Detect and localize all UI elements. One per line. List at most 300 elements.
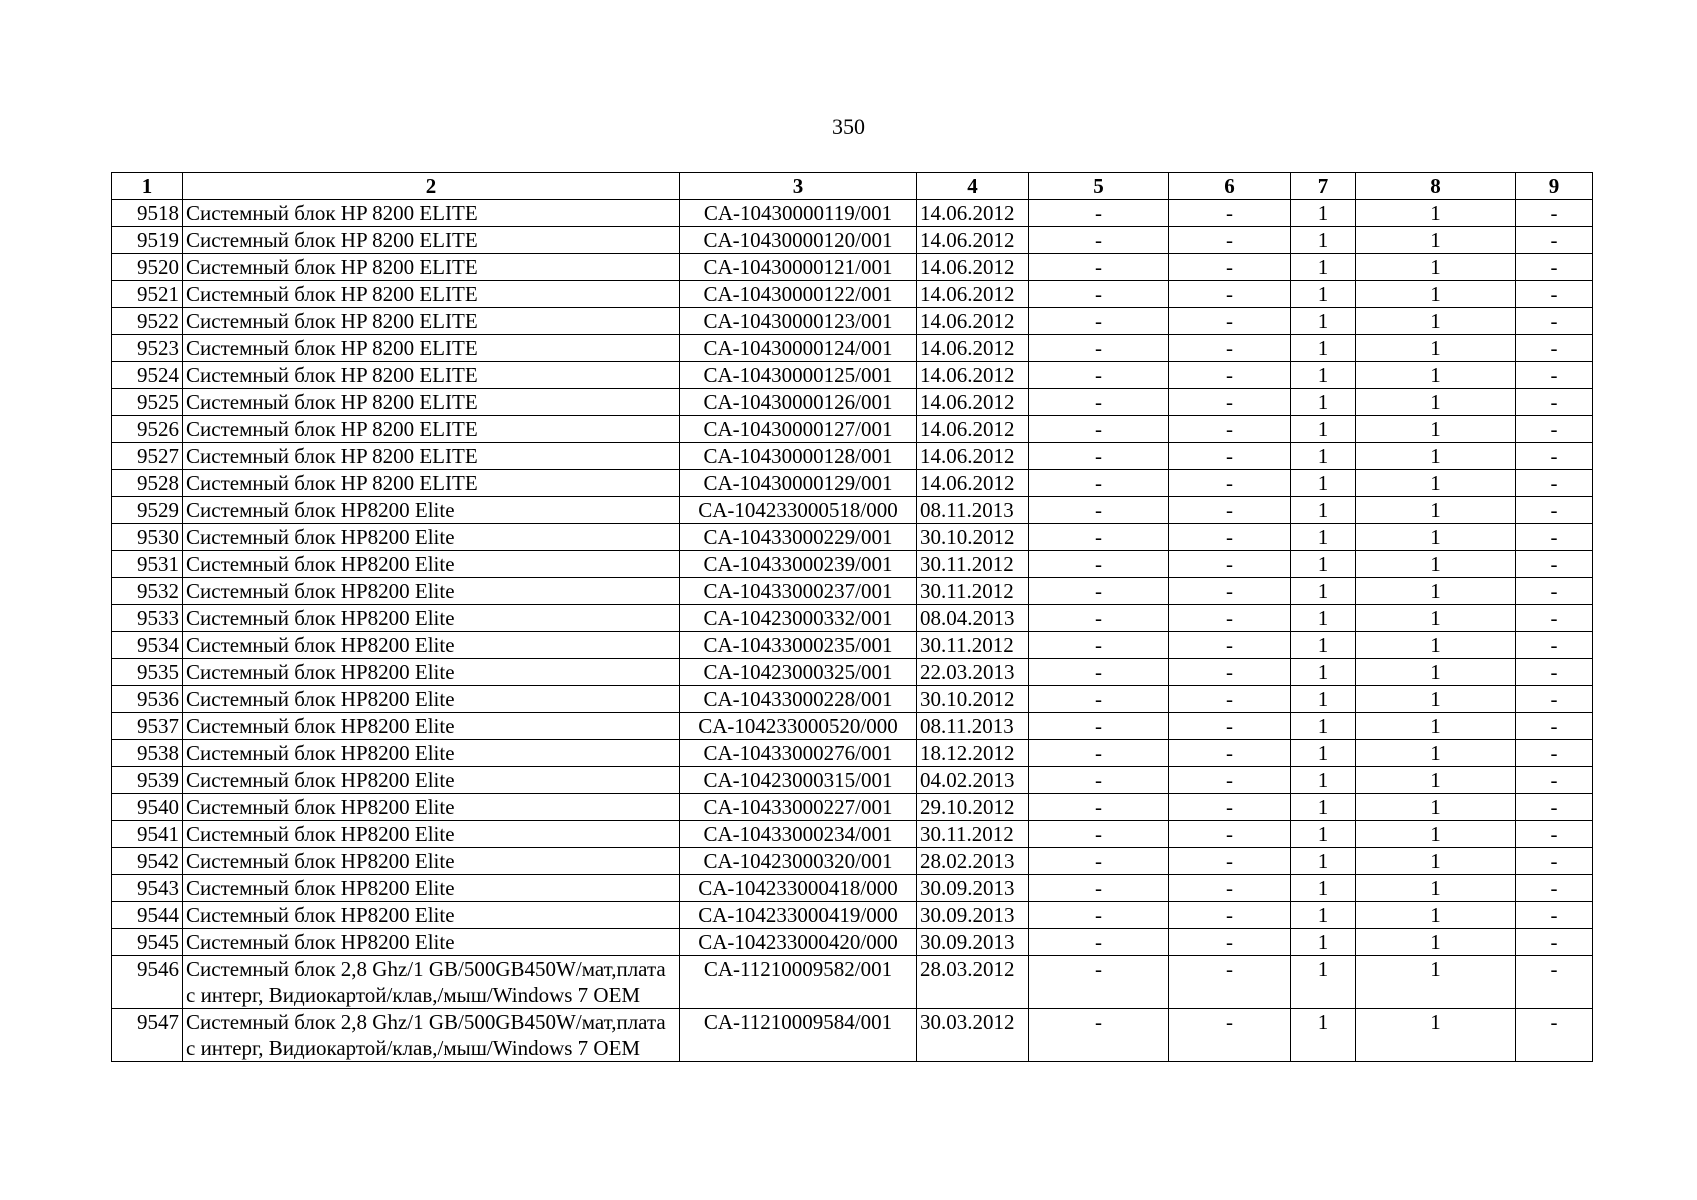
col-6-value: - (1169, 254, 1291, 281)
col-7-value: 1 (1291, 605, 1356, 632)
row-number: 9528 (112, 470, 183, 497)
date: 14.06.2012 (917, 335, 1029, 362)
item-name: Системный блок HP8200 Elite (183, 497, 680, 524)
col-8-value: 1 (1356, 659, 1516, 686)
col-7-value: 1 (1291, 200, 1356, 227)
col-9-value: - (1516, 740, 1593, 767)
col-8-value: 1 (1356, 767, 1516, 794)
col-7-value: 1 (1291, 740, 1356, 767)
col-5-value: - (1029, 524, 1169, 551)
column-header: 2 (183, 173, 680, 200)
inventory-code: CA-10433000229/001 (680, 524, 917, 551)
item-name: Системный блок HP 8200 ELITE (183, 254, 680, 281)
col-5-value: - (1029, 929, 1169, 956)
table-row (112, 200, 1593, 227)
item-name: Системный блок HP 8200 ELITE (183, 362, 680, 389)
col-9-value: - (1516, 281, 1593, 308)
date: 14.06.2012 (917, 227, 1029, 254)
col-8-value: 1 (1356, 713, 1516, 740)
table-row (112, 632, 1593, 659)
column-header: 6 (1169, 173, 1291, 200)
date: 30.11.2012 (917, 821, 1029, 848)
inventory-code: CA-10433000228/001 (680, 686, 917, 713)
col-7-value: 1 (1291, 254, 1356, 281)
item-name: Системный блок HP8200 Elite (183, 902, 680, 929)
col-8-value: 1 (1356, 200, 1516, 227)
col-8-value: 1 (1356, 821, 1516, 848)
col-8-value: 1 (1356, 443, 1516, 470)
col-5-value: - (1029, 578, 1169, 605)
col-6-value: - (1169, 524, 1291, 551)
col-8-value: 1 (1356, 578, 1516, 605)
row-number: 9543 (112, 875, 183, 902)
col-7-value: 1 (1291, 497, 1356, 524)
row-number: 9534 (112, 632, 183, 659)
col-7-value: 1 (1291, 848, 1356, 875)
row-number: 9538 (112, 740, 183, 767)
col-6-value: - (1169, 767, 1291, 794)
table-row (112, 929, 1593, 956)
col-5-value: - (1029, 767, 1169, 794)
col-9-value: - (1516, 956, 1593, 1009)
col-7-value: 1 (1291, 713, 1356, 740)
item-name: Системный блок HP 8200 ELITE (183, 227, 680, 254)
table-row (112, 956, 1593, 1009)
col-7-value: 1 (1291, 767, 1356, 794)
inventory-code: CA-104233000420/000 (680, 929, 917, 956)
inventory-code: CA-10423000315/001 (680, 767, 917, 794)
row-number: 9544 (112, 902, 183, 929)
col-7-value: 1 (1291, 794, 1356, 821)
col-8-value: 1 (1356, 227, 1516, 254)
col-7-value: 1 (1291, 551, 1356, 578)
inventory-code: CA-10430000124/001 (680, 335, 917, 362)
item-name: Системный блок HP8200 Elite (183, 794, 680, 821)
col-7-value: 1 (1291, 686, 1356, 713)
col-8-value: 1 (1356, 1009, 1516, 1062)
row-number: 9525 (112, 389, 183, 416)
row-number: 9529 (112, 497, 183, 524)
col-6-value: - (1169, 362, 1291, 389)
item-name: Системный блок HP8200 Elite (183, 821, 680, 848)
col-8-value: 1 (1356, 848, 1516, 875)
date: 28.02.2013 (917, 848, 1029, 875)
col-9-value: - (1516, 767, 1593, 794)
col-6-value: - (1169, 902, 1291, 929)
col-8-value: 1 (1356, 605, 1516, 632)
col-7-value: 1 (1291, 227, 1356, 254)
col-7-value: 1 (1291, 578, 1356, 605)
col-6-value: - (1169, 335, 1291, 362)
row-number: 9520 (112, 254, 183, 281)
col-6-value: - (1169, 308, 1291, 335)
col-9-value: - (1516, 470, 1593, 497)
date: 08.04.2013 (917, 605, 1029, 632)
row-number: 9524 (112, 362, 183, 389)
row-number: 9535 (112, 659, 183, 686)
col-8-value: 1 (1356, 794, 1516, 821)
col-5-value: - (1029, 497, 1169, 524)
table-row (112, 497, 1593, 524)
row-number: 9531 (112, 551, 183, 578)
date: 14.06.2012 (917, 416, 1029, 443)
row-number: 9526 (112, 416, 183, 443)
item-name: Системный блок HP 8200 ELITE (183, 281, 680, 308)
col-7-value: 1 (1291, 632, 1356, 659)
item-name: Системный блок HP 8200 ELITE (183, 389, 680, 416)
col-6-value: - (1169, 686, 1291, 713)
col-9-value: - (1516, 200, 1593, 227)
date: 08.11.2013 (917, 497, 1029, 524)
date: 30.11.2012 (917, 578, 1029, 605)
date: 22.03.2013 (917, 659, 1029, 686)
col-9-value: - (1516, 497, 1593, 524)
col-6-value: - (1169, 794, 1291, 821)
row-number: 9546 (112, 956, 183, 1009)
col-5-value: - (1029, 227, 1169, 254)
col-9-value: - (1516, 551, 1593, 578)
col-5-value: - (1029, 200, 1169, 227)
table-row (112, 389, 1593, 416)
table-row (112, 902, 1593, 929)
inventory-code: CA-10430000122/001 (680, 281, 917, 308)
col-9-value: - (1516, 605, 1593, 632)
date: 14.06.2012 (917, 281, 1029, 308)
inventory-code: CA-10430000119/001 (680, 200, 917, 227)
col-6-value: - (1169, 713, 1291, 740)
col-8-value: 1 (1356, 740, 1516, 767)
col-7-value: 1 (1291, 659, 1356, 686)
row-number: 9540 (112, 794, 183, 821)
col-7-value: 1 (1291, 929, 1356, 956)
item-name: Системный блок HP8200 Elite (183, 875, 680, 902)
table-row (112, 1009, 1593, 1062)
item-name: Системный блок HP8200 Elite (183, 578, 680, 605)
item-name: Системный блок HP8200 Elite (183, 713, 680, 740)
item-name: Системный блок HP8200 Elite (183, 659, 680, 686)
item-name: Системный блок HP8200 Elite (183, 686, 680, 713)
row-number: 9541 (112, 821, 183, 848)
col-9-value: - (1516, 443, 1593, 470)
inventory-code: CA-10430000123/001 (680, 308, 917, 335)
col-8-value: 1 (1356, 956, 1516, 1009)
col-7-value: 1 (1291, 416, 1356, 443)
column-header: 4 (917, 173, 1029, 200)
inventory-code: CA-104233000520/000 (680, 713, 917, 740)
table-row (112, 335, 1593, 362)
col-7-value: 1 (1291, 902, 1356, 929)
col-7-value: 1 (1291, 308, 1356, 335)
col-9-value: - (1516, 875, 1593, 902)
item-name: Системный блок 2,8 Ghz/1 GB/500GB450W/мат,плата с интерг, Видиокартой/клав,/мыш/Windows 7 OEM (183, 1009, 680, 1062)
table-body (112, 200, 1593, 1062)
col-6-value: - (1169, 389, 1291, 416)
date: 14.06.2012 (917, 443, 1029, 470)
col-8-value: 1 (1356, 308, 1516, 335)
date: 14.06.2012 (917, 389, 1029, 416)
row-number: 9536 (112, 686, 183, 713)
item-name: Системный блок HP8200 Elite (183, 848, 680, 875)
col-9-value: - (1516, 578, 1593, 605)
table-row (112, 362, 1593, 389)
col-5-value: - (1029, 821, 1169, 848)
col-8-value: 1 (1356, 902, 1516, 929)
item-name: Системный блок HP8200 Elite (183, 605, 680, 632)
date: 30.03.2012 (917, 1009, 1029, 1062)
col-9-value: - (1516, 794, 1593, 821)
table-row (112, 767, 1593, 794)
col-6-value: - (1169, 416, 1291, 443)
date: 30.10.2012 (917, 524, 1029, 551)
table-row (112, 281, 1593, 308)
table-row (112, 227, 1593, 254)
inventory-code: CA-104233000419/000 (680, 902, 917, 929)
table-row (112, 578, 1593, 605)
col-6-value: - (1169, 740, 1291, 767)
col-8-value: 1 (1356, 929, 1516, 956)
col-5-value: - (1029, 443, 1169, 470)
date: 30.09.2013 (917, 902, 1029, 929)
inventory-code: CA-10430000129/001 (680, 470, 917, 497)
inventory-code: CA-10430000125/001 (680, 362, 917, 389)
col-6-value: - (1169, 470, 1291, 497)
inventory-code: CA-10433000235/001 (680, 632, 917, 659)
item-name: Системный блок HP8200 Elite (183, 767, 680, 794)
col-6-value: - (1169, 200, 1291, 227)
col-9-value: - (1516, 227, 1593, 254)
row-number: 9522 (112, 308, 183, 335)
col-6-value: - (1169, 875, 1291, 902)
col-7-value: 1 (1291, 389, 1356, 416)
row-number: 9533 (112, 605, 183, 632)
table-row (112, 659, 1593, 686)
item-name: Системный блок HP8200 Elite (183, 551, 680, 578)
item-name: Системный блок HP 8200 ELITE (183, 470, 680, 497)
page-number: 350 (832, 114, 865, 139)
col-5-value: - (1029, 713, 1169, 740)
col-5-value: - (1029, 848, 1169, 875)
row-number: 9545 (112, 929, 183, 956)
row-number: 9518 (112, 200, 183, 227)
column-header: 1 (112, 173, 183, 200)
col-7-value: 1 (1291, 281, 1356, 308)
date: 14.06.2012 (917, 254, 1029, 281)
table-row (112, 713, 1593, 740)
col-9-value: - (1516, 524, 1593, 551)
date: 29.10.2012 (917, 794, 1029, 821)
date: 30.11.2012 (917, 551, 1029, 578)
col-9-value: - (1516, 821, 1593, 848)
item-name: Системный блок HP8200 Elite (183, 524, 680, 551)
inventory-code: CA-10433000234/001 (680, 821, 917, 848)
col-6-value: - (1169, 578, 1291, 605)
col-8-value: 1 (1356, 281, 1516, 308)
col-8-value: 1 (1356, 335, 1516, 362)
col-9-value: - (1516, 713, 1593, 740)
row-number: 9539 (112, 767, 183, 794)
date: 14.06.2012 (917, 362, 1029, 389)
col-6-value: - (1169, 659, 1291, 686)
table-row (112, 686, 1593, 713)
inventory-table (111, 172, 1593, 1062)
col-7-value: 1 (1291, 524, 1356, 551)
item-name: Системный блок HP 8200 ELITE (183, 335, 680, 362)
inventory-code: CA-10430000121/001 (680, 254, 917, 281)
col-6-value: - (1169, 929, 1291, 956)
col-9-value: - (1516, 362, 1593, 389)
date: 14.06.2012 (917, 308, 1029, 335)
row-number: 9542 (112, 848, 183, 875)
inventory-code: CA-10433000276/001 (680, 740, 917, 767)
inventory-code: CA-11210009582/001 (680, 956, 917, 1009)
col-5-value: - (1029, 416, 1169, 443)
item-name: Системный блок HP 8200 ELITE (183, 308, 680, 335)
col-9-value: - (1516, 632, 1593, 659)
col-8-value: 1 (1356, 524, 1516, 551)
table-row (112, 308, 1593, 335)
col-9-value: - (1516, 1009, 1593, 1062)
item-name: Системный блок HP8200 Elite (183, 632, 680, 659)
item-name: Системный блок HP 8200 ELITE (183, 416, 680, 443)
item-name: Системный блок HP8200 Elite (183, 929, 680, 956)
date: 30.09.2013 (917, 875, 1029, 902)
col-8-value: 1 (1356, 686, 1516, 713)
col-8-value: 1 (1356, 551, 1516, 578)
col-5-value: - (1029, 308, 1169, 335)
table-row (112, 416, 1593, 443)
col-9-value: - (1516, 389, 1593, 416)
col-9-value: - (1516, 686, 1593, 713)
col-6-value: - (1169, 848, 1291, 875)
row-number: 9537 (112, 713, 183, 740)
row-number: 9532 (112, 578, 183, 605)
table-row (112, 443, 1593, 470)
col-5-value: - (1029, 686, 1169, 713)
inventory-code: CA-10423000320/001 (680, 848, 917, 875)
col-6-value: - (1169, 956, 1291, 1009)
col-9-value: - (1516, 902, 1593, 929)
col-8-value: 1 (1356, 632, 1516, 659)
col-9-value: - (1516, 659, 1593, 686)
col-7-value: 1 (1291, 821, 1356, 848)
row-number: 9519 (112, 227, 183, 254)
inventory-code: CA-10433000227/001 (680, 794, 917, 821)
col-5-value: - (1029, 902, 1169, 929)
row-number: 9523 (112, 335, 183, 362)
col-8-value: 1 (1356, 254, 1516, 281)
col-5-value: - (1029, 794, 1169, 821)
col-5-value: - (1029, 1009, 1169, 1062)
col-7-value: 1 (1291, 362, 1356, 389)
col-8-value: 1 (1356, 416, 1516, 443)
col-5-value: - (1029, 632, 1169, 659)
inventory-code: CA-10423000325/001 (680, 659, 917, 686)
col-6-value: - (1169, 605, 1291, 632)
col-5-value: - (1029, 470, 1169, 497)
col-8-value: 1 (1356, 470, 1516, 497)
col-6-value: - (1169, 1009, 1291, 1062)
col-9-value: - (1516, 308, 1593, 335)
col-5-value: - (1029, 254, 1169, 281)
col-8-value: 1 (1356, 497, 1516, 524)
column-header: 3 (680, 173, 917, 200)
table-row (112, 740, 1593, 767)
col-9-value: - (1516, 416, 1593, 443)
inventory-code: CA-10430000120/001 (680, 227, 917, 254)
column-header: 5 (1029, 173, 1169, 200)
date: 30.09.2013 (917, 929, 1029, 956)
col-5-value: - (1029, 551, 1169, 578)
item-name: Системный блок HP 8200 ELITE (183, 443, 680, 470)
inventory-code: CA-10433000239/001 (680, 551, 917, 578)
item-name: Системный блок 2,8 Ghz/1 GB/500GB450W/мат,плата с интерг, Видиокартой/клав,/мыш/Windows 7 OEM (183, 956, 680, 1009)
column-header: 8 (1356, 173, 1516, 200)
item-name: Системный блок HP 8200 ELITE (183, 200, 680, 227)
column-header: 9 (1516, 173, 1593, 200)
row-number: 9547 (112, 1009, 183, 1062)
column-header: 7 (1291, 173, 1356, 200)
col-5-value: - (1029, 875, 1169, 902)
table-row (112, 875, 1593, 902)
table-row (112, 254, 1593, 281)
table-row (112, 605, 1593, 632)
row-number: 9530 (112, 524, 183, 551)
col-6-value: - (1169, 281, 1291, 308)
row-number: 9521 (112, 281, 183, 308)
col-8-value: 1 (1356, 875, 1516, 902)
col-5-value: - (1029, 362, 1169, 389)
table-row (112, 794, 1593, 821)
col-6-value: - (1169, 551, 1291, 578)
col-8-value: 1 (1356, 389, 1516, 416)
inventory-code: CA-10430000127/001 (680, 416, 917, 443)
date: 08.11.2013 (917, 713, 1029, 740)
date: 30.10.2012 (917, 686, 1029, 713)
col-6-value: - (1169, 443, 1291, 470)
inventory-code: CA-10423000332/001 (680, 605, 917, 632)
item-name: Системный блок HP8200 Elite (183, 740, 680, 767)
col-7-value: 1 (1291, 875, 1356, 902)
col-5-value: - (1029, 389, 1169, 416)
inventory-code: CA-10433000237/001 (680, 578, 917, 605)
table-row (112, 470, 1593, 497)
date: 28.03.2012 (917, 956, 1029, 1009)
col-7-value: 1 (1291, 443, 1356, 470)
inventory-code: CA-10430000128/001 (680, 443, 917, 470)
col-5-value: - (1029, 740, 1169, 767)
col-5-value: - (1029, 956, 1169, 1009)
col-5-value: - (1029, 605, 1169, 632)
table-row (112, 551, 1593, 578)
col-7-value: 1 (1291, 956, 1356, 1009)
col-9-value: - (1516, 929, 1593, 956)
col-9-value: - (1516, 848, 1593, 875)
date: 04.02.2013 (917, 767, 1029, 794)
row-number: 9527 (112, 443, 183, 470)
col-5-value: - (1029, 281, 1169, 308)
col-6-value: - (1169, 821, 1291, 848)
table-row (112, 848, 1593, 875)
table-row (112, 821, 1593, 848)
col-7-value: 1 (1291, 470, 1356, 497)
col-6-value: - (1169, 227, 1291, 254)
col-7-value: 1 (1291, 335, 1356, 362)
inventory-code: CA-11210009584/001 (680, 1009, 917, 1062)
col-9-value: - (1516, 335, 1593, 362)
date: 14.06.2012 (917, 470, 1029, 497)
header-row (112, 173, 1593, 200)
col-8-value: 1 (1356, 362, 1516, 389)
